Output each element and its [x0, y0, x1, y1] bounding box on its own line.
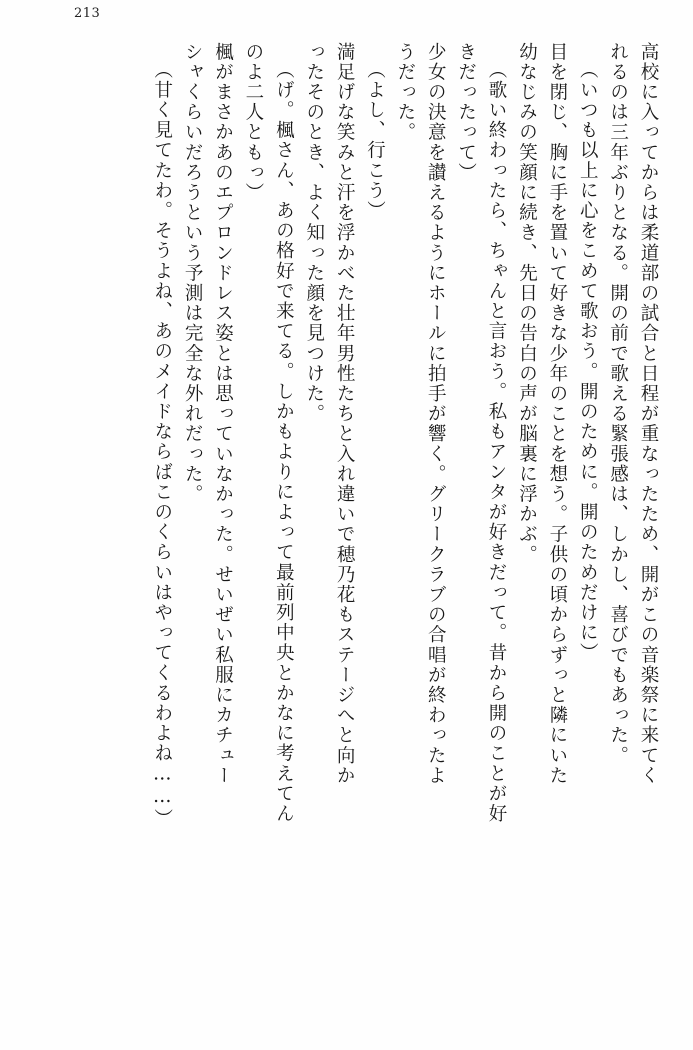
- text-line: れるのは三年ぶりとなる。開の前で歌える緊張感は、しかし、喜びでもあった。: [607, 42, 629, 766]
- text-line: きだったって）: [455, 42, 477, 183]
- page-number: 213: [74, 6, 101, 21]
- text-line: 幼なじみの笑顔に続き、先日の告白の声が脳裏に浮かぶ。: [516, 42, 538, 565]
- text-line: うだった。: [394, 42, 416, 143]
- text-line: 高校に入ってからは柔道部の試合と日程が重なったため、開がこの音楽祭に来てく: [638, 42, 659, 786]
- text-line: （歌い終わったら、ちゃんと言おう。私もアンタが好きだって。昔から開のことが好: [486, 60, 508, 824]
- text-line: （げ。楓さん、あの格好で来てる。しかもよりによって最前列中央とかなに考えてん: [273, 60, 295, 824]
- vertical-text-body: [36, 42, 657, 1002]
- text-line: （いつも以上に心をこめて歌おう。開のために。開のためだけに）: [577, 60, 599, 663]
- text-line: 楓がまさかあのエプロンドレス姿とは思っていなかった。せいぜい私服にカチュー: [212, 42, 234, 786]
- text-line: （甘く見てたわ。そうよね、あのメイドならばこのくらいはやってくるわよね……）: [151, 60, 173, 829]
- text-line: 少女の決意を讃えるようにホールに拍手が響く。グリークラブの合唱が終わったよ: [425, 42, 447, 786]
- text-line: シャくらいだろうという予測は完全な外れだった。: [182, 42, 204, 505]
- text-line: のよ二人ともっ）: [242, 42, 264, 203]
- text-line: （よし、行こう）: [364, 60, 386, 221]
- text-line: 目を閉じ、胸に手を置いて好きな少年のことを想う。子供の頃からずっと隣にいた: [546, 42, 568, 786]
- text-line: 満足げな笑みと汗を浮かべた壮年男性たちと入れ違いで穂乃花もステージへと向か: [334, 42, 356, 786]
- text-line: ったそのとき、よく知った顔を見つけた。: [303, 42, 325, 424]
